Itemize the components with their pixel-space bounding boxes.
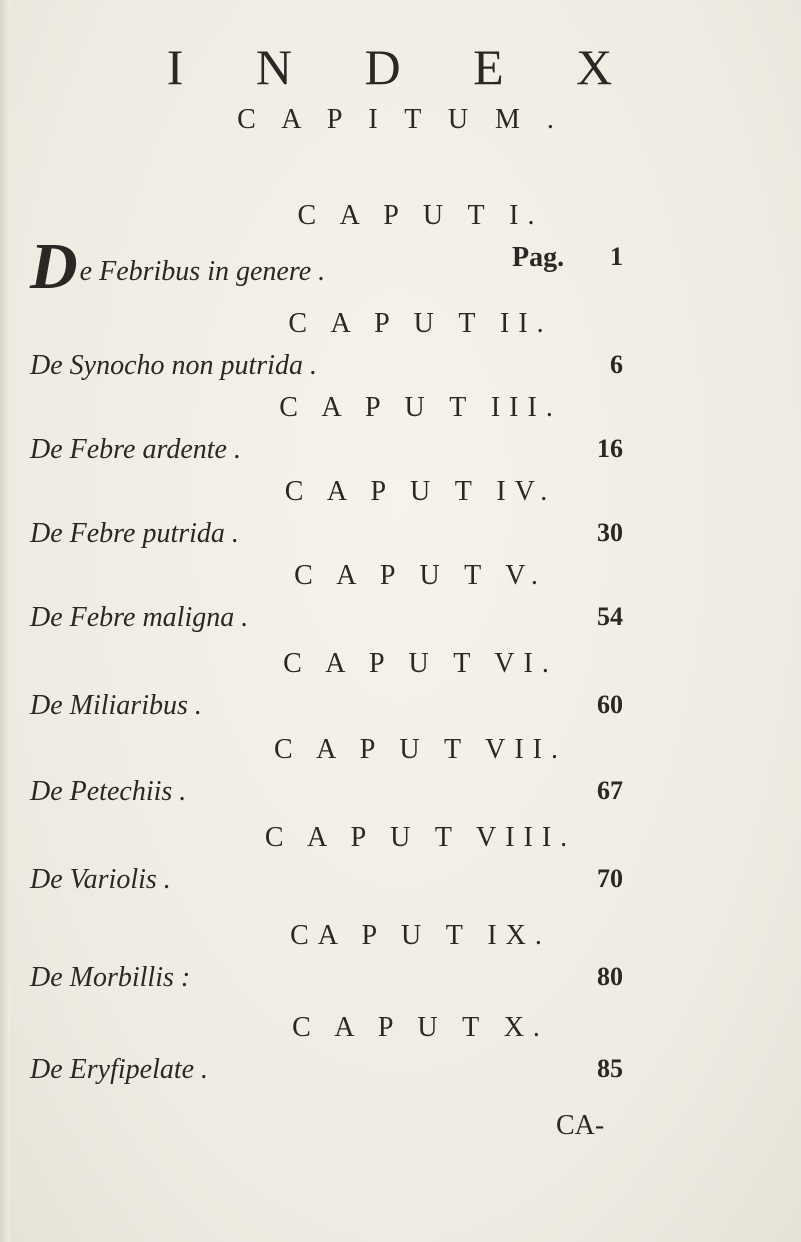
- page-number: 70: [597, 864, 623, 893]
- chapter-entry: [0, 200, 801, 303]
- chapter-heading: C A P U T VIII.: [264, 822, 577, 853]
- chapter-entry: [0, 822, 801, 902]
- chapter-entry: [0, 1012, 801, 1092]
- chapter-title: De Morbillis :: [30, 962, 191, 993]
- chapter-title: De Synocho non putrida .: [30, 350, 317, 381]
- chapter-heading: C A P U T VII.: [273, 734, 567, 765]
- chapter-title: De Petechiis .: [30, 776, 187, 807]
- page-number: 85: [597, 1054, 623, 1083]
- catchword: CA-: [556, 1110, 605, 1141]
- page-number: 1: [610, 242, 623, 271]
- index-subtitle: C A P I T U M .: [237, 104, 564, 135]
- chapter-entry: [0, 648, 801, 728]
- chapter-entry: [0, 560, 801, 640]
- chapter-heading: C A P U T III.: [279, 392, 562, 423]
- chapter-title: De Variolis .: [30, 864, 171, 895]
- chapter-heading: C A P U T IV.: [284, 476, 557, 507]
- chapter-title: De Miliaribus .: [30, 690, 202, 721]
- page-number: 67: [597, 776, 623, 805]
- chapter-title: De Febre ardente .: [30, 434, 241, 465]
- chapter-title: De Febre putrida .: [30, 518, 239, 549]
- chapter-title: De Febre maligna .: [30, 602, 249, 633]
- page-number: 54: [597, 602, 623, 631]
- chapter-entry: [0, 308, 801, 388]
- index-title: I N D E X: [166, 39, 643, 95]
- page-label: Pag.: [512, 242, 565, 273]
- drop-cap: D: [30, 230, 78, 303]
- page-number: 30: [597, 518, 623, 547]
- chapter-heading: C A P U T VI.: [283, 648, 558, 679]
- page-number: 80: [597, 962, 623, 991]
- chapter-entry: [0, 392, 801, 472]
- chapter-entry: [0, 734, 801, 814]
- chapter-heading: C A P U T II.: [288, 308, 553, 339]
- chapter-entry: [0, 920, 801, 1000]
- page-number: 16: [597, 434, 623, 463]
- chapter-title-rest: e Febribus in genere .: [79, 256, 326, 287]
- chapter-heading: CA P U T IX.: [290, 920, 551, 951]
- chapter-heading: C A P U T I.: [297, 200, 544, 231]
- page-number: 60: [597, 690, 623, 719]
- chapter-heading: C A P U T X.: [292, 1012, 549, 1043]
- chapter-title: De Eryfipelate .: [30, 1054, 209, 1085]
- page-number: 6: [610, 350, 623, 379]
- chapter-title: [30, 230, 326, 303]
- chapter-entry: [0, 476, 801, 556]
- chapter-heading: C A P U T V.: [294, 560, 547, 591]
